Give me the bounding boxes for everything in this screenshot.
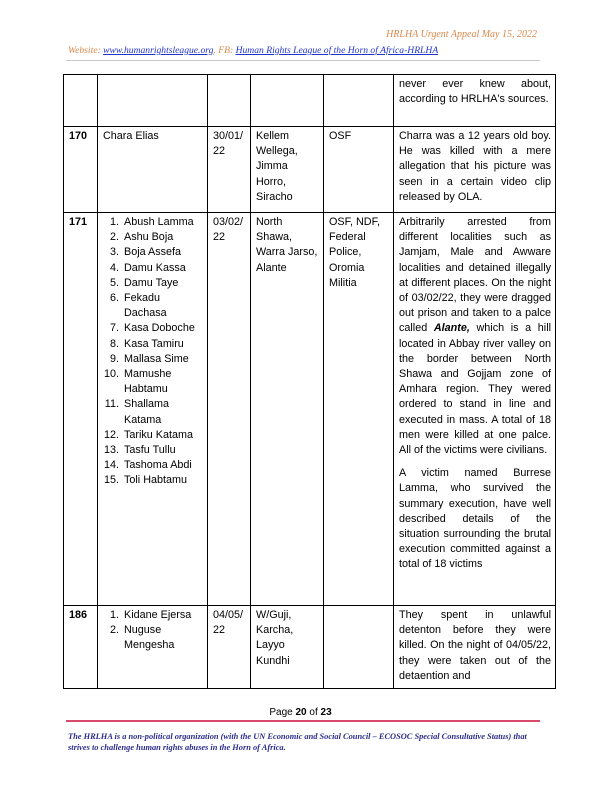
website-header xyxy=(68,45,438,56)
table-row xyxy=(64,127,556,213)
list-item: 15. Toli Habtamu xyxy=(122,473,203,488)
incident-place: North Shawa, Warra Jarso, Alante xyxy=(251,213,324,606)
list-item: 4. Damu Kassa xyxy=(122,261,203,276)
incident-date: 04/05/22 xyxy=(208,606,251,689)
footer-divider xyxy=(66,720,540,722)
perpetrator-cell xyxy=(324,75,394,127)
description-cell xyxy=(394,606,556,689)
list-item: 7. Kasa Doboche xyxy=(122,321,203,336)
page-number xyxy=(0,707,601,718)
appeal-header: HRLHA Urgent Appeal May 15, 2022 xyxy=(386,29,537,40)
list-item: 12. Tariku Katama xyxy=(122,428,203,443)
table-row xyxy=(64,606,556,689)
perpetrator: OSF, NDF, Federal Police, Oromia Militia xyxy=(324,213,394,606)
description-paragraph xyxy=(399,215,551,458)
current-page: 20 xyxy=(295,707,307,718)
list-item: 5. Damu Taye xyxy=(122,276,203,291)
case-number: 170 xyxy=(64,127,98,213)
list-item: 9. Mallasa Sime xyxy=(122,352,203,367)
description-text: Arbitrarily arrested from different localities such as Jamjam, Male and Awware localities and detained illegally at different places. On the night of 03/02/22, they were dragged out prison and taken to a palce called xyxy=(399,216,551,335)
list-item: 14. Tashoma Abdi xyxy=(122,458,203,473)
description-paragraph: A victim named Burrese Lamma, who survived the summary execution, have well described details of the situation surrounding the brutal execution committed against a total of 18 victims xyxy=(399,467,551,571)
victim-list-cell xyxy=(98,213,208,606)
list-item: 1. Abush Lamma xyxy=(122,215,203,230)
page-prefix: Page xyxy=(269,707,296,718)
description-clip: They spent in unlawful detenton before they were killed. On the night of 04/05/22, they were taken out of the detaention and xyxy=(399,609,551,682)
incident-date: 03/02/22 xyxy=(208,213,251,606)
list-item: 6. Fekadu Dachasa xyxy=(122,291,203,321)
header-divider xyxy=(66,60,540,61)
perpetrator xyxy=(324,606,394,689)
table-row xyxy=(64,75,556,127)
total-pages: 23 xyxy=(320,707,332,718)
victim-list xyxy=(103,608,203,654)
victim-name: Chara Elias xyxy=(98,127,208,213)
list-item: 2. Nuguse Mengesha xyxy=(122,623,203,653)
facebook-link[interactable]: Human Rights League of the Horn of Africa-HRLHA xyxy=(235,45,439,56)
table-row xyxy=(64,213,556,606)
victim-list-cell xyxy=(98,606,208,689)
list-item: 3. Boja Assefa xyxy=(122,245,203,260)
place-name-emphasis: Alante, xyxy=(433,322,470,335)
victim-cell xyxy=(98,75,208,127)
incident-place: Kellem Wellega, Jimma Horro, Siracho xyxy=(251,127,324,213)
description-cell: Charra was a 12 years old boy. He was killed with a mere allegation that his picture was seen in a certain video clip released by OLA. xyxy=(394,127,556,213)
website-label: Website: xyxy=(68,45,104,56)
case-number: 171 xyxy=(64,213,98,606)
list-item: 13. Tasfu Tullu xyxy=(122,443,203,458)
victims-table xyxy=(63,74,556,689)
description-text: which is a hill located in Abbay river valley on the border between North Shawa and Gojjam zone of Amhara region. They wered ordered to stand in line and executed in mass. A total of 18 men were killed at one palce. All of the victims were civilians. xyxy=(399,322,551,457)
list-item: 8. Kasa Tamiru xyxy=(122,337,203,352)
list-item: 2. Ashu Boja xyxy=(122,230,203,245)
list-item: 10. Mamushe Habtamu xyxy=(122,367,203,397)
place-cell xyxy=(251,75,324,127)
fb-label: . FB: xyxy=(213,45,236,56)
case-number: 186 xyxy=(64,606,98,689)
footer-note: The HRLHA is a non-political organization (with the UN Economic and Social Council – ECOSOC Special Consultative Status) that strives to challenge human rights abuses in the Horn of Africa. xyxy=(68,732,527,752)
list-item: 1. Kidane Ejersa xyxy=(122,608,203,623)
incident-date: 30/01/22 xyxy=(208,127,251,213)
perpetrator: OSF xyxy=(324,127,394,213)
description-clip xyxy=(399,215,551,603)
website-link[interactable]: www.humanrightsleague.org xyxy=(103,45,214,56)
list-item: 11. Shallama Katama xyxy=(122,397,203,427)
incident-place: W/Guji, Karcha, Layyo Kundhi xyxy=(251,606,324,689)
number-cell xyxy=(64,75,98,127)
date-cell xyxy=(208,75,251,127)
description-cell: never ever knew about, according to HRLHA's sources. xyxy=(394,75,556,127)
page-of: of xyxy=(306,707,321,718)
description-cell xyxy=(394,213,556,606)
victim-list xyxy=(103,215,203,489)
